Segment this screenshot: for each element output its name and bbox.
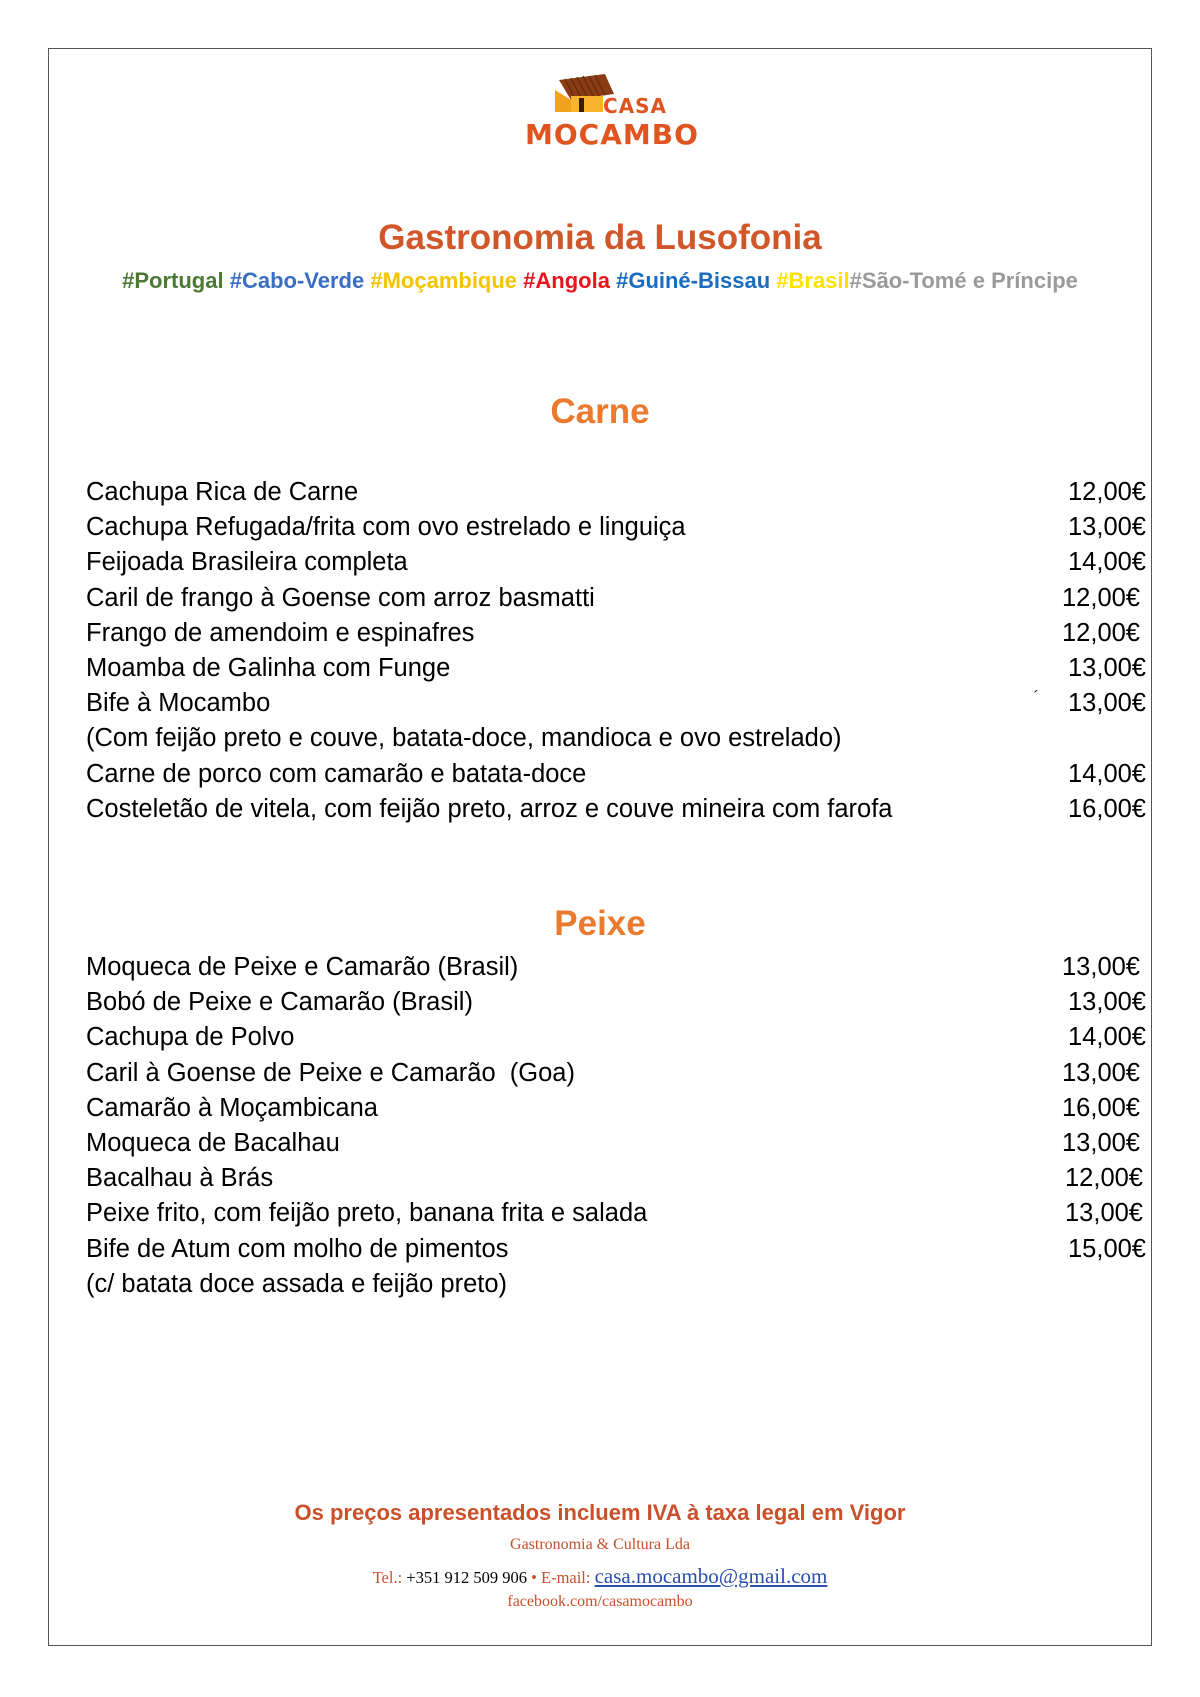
menu-item bbox=[86, 581, 1146, 616]
menu-item bbox=[86, 1161, 1146, 1196]
page-title: Gastronomia da Lusofonia bbox=[378, 218, 822, 257]
menu-item-note bbox=[86, 1267, 1146, 1302]
menu-item bbox=[86, 792, 1146, 827]
carne-menu bbox=[86, 475, 1146, 827]
email-label: • E-mail: bbox=[531, 1568, 591, 1587]
item-name: Moqueca de Peixe e Camarão (Brasil) bbox=[86, 953, 519, 981]
facebook-link[interactable]: facebook.com/casamocambo bbox=[507, 1593, 693, 1610]
item-name: Camarão à Moçambicana bbox=[86, 1093, 378, 1122]
item-price: 13,00€ bbox=[1065, 1199, 1143, 1228]
item-price: 16,00€ bbox=[1062, 1093, 1140, 1122]
item-name: Bacalhau à Brás bbox=[86, 1164, 274, 1193]
menu-item bbox=[86, 1196, 1146, 1231]
tag-angola: #Angola bbox=[523, 268, 610, 293]
item-price: 16,00€ bbox=[1068, 794, 1146, 823]
menu-item bbox=[86, 985, 1146, 1020]
logo-mocambo-text: MOCAMBO bbox=[525, 118, 699, 151]
item-price: 14,00€ bbox=[1068, 1023, 1146, 1052]
item-note: (Com feijão preto e couve, batata-doce, mandioca e ovo estrelado) bbox=[86, 724, 842, 753]
menu-item bbox=[86, 510, 1146, 545]
tag-brasil: #Brasil bbox=[776, 268, 850, 293]
tel-label: Tel.: bbox=[372, 1568, 403, 1587]
item-note: (c/ batata doce assada e feijão preto) bbox=[86, 1269, 508, 1298]
tag-guine-bissau: #Guiné-Bissau bbox=[616, 268, 771, 293]
country-tags bbox=[100, 264, 1100, 298]
tag-sao-tome: #São-Tomé e Príncipe bbox=[849, 268, 1078, 293]
item-name: Cachupa de Polvo bbox=[86, 1023, 295, 1052]
item-price: 13,00€ bbox=[1062, 1058, 1140, 1087]
tag-portugal: #Portugal bbox=[122, 268, 224, 293]
phone-number: +351 912 509 906 bbox=[406, 1568, 527, 1587]
item-price: 13,00€ bbox=[1068, 653, 1146, 682]
item-name: Bobó de Peixe e Camarão (Brasil) bbox=[86, 988, 473, 1017]
item-price: 13,00€ bbox=[1068, 513, 1146, 542]
menu-item bbox=[86, 1091, 1146, 1126]
menu-item bbox=[86, 1126, 1146, 1161]
menu-item bbox=[86, 686, 1146, 721]
item-name: Cachupa Rica de Carne bbox=[86, 478, 359, 506]
vat-notice: Os preços apresentados incluem IVA à taxa legal em Vigor bbox=[294, 1500, 906, 1525]
menu-item bbox=[86, 475, 1146, 510]
item-name: Moqueca de Bacalhau bbox=[86, 1128, 340, 1157]
item-name: Peixe frito, com feijão preto, banana frita e salada bbox=[86, 1199, 648, 1228]
menu-item-note bbox=[86, 721, 1146, 756]
item-price: 14,00€ bbox=[1068, 548, 1146, 577]
item-name: Costeletão de vitela, com feijão preto, arroz e couve mineira com farofa bbox=[86, 794, 893, 823]
item-price: 13,00€ bbox=[1062, 1128, 1140, 1157]
menu-item bbox=[86, 950, 1146, 985]
item-name: Caril de frango à Goense com arroz basmatti bbox=[86, 583, 595, 612]
item-price: 14,00€ bbox=[1068, 759, 1146, 788]
menu-item bbox=[86, 757, 1146, 792]
menu-item bbox=[86, 651, 1146, 686]
logo-casa-text: CASA bbox=[603, 94, 668, 118]
item-name: Frango de amendoim e espinafres bbox=[86, 618, 475, 647]
item-name: Cachupa Refugada/frita com ovo estrelado e linguiça bbox=[86, 513, 686, 542]
company-name: Gastronomia & Cultura Lda bbox=[510, 1536, 690, 1553]
menu-item bbox=[86, 1020, 1146, 1055]
item-name: Bife à Mocambo bbox=[86, 689, 271, 718]
item-price: 13,00€ bbox=[1068, 988, 1146, 1017]
item-name: Bife de Atum com molho de pimentos bbox=[86, 1234, 509, 1263]
stray-mark: ´ bbox=[1033, 689, 1039, 707]
item-price: 12,00€ bbox=[1062, 618, 1140, 647]
email-link[interactable]: casa.mocambo@gmail.com bbox=[594, 1564, 828, 1588]
item-name: Carne de porco com camarão e batata-doce bbox=[86, 759, 587, 788]
item-price: 12,00€ bbox=[1068, 478, 1146, 506]
item-price: 12,00€ bbox=[1065, 1164, 1143, 1193]
item-price: 13,00€ bbox=[1062, 953, 1140, 981]
menu-item bbox=[86, 616, 1146, 651]
item-name: Feijoada Brasileira completa bbox=[86, 548, 408, 577]
item-name: Moamba de Galinha com Funge bbox=[86, 653, 451, 682]
contact-line bbox=[0, 1564, 1200, 1589]
menu-item bbox=[86, 545, 1146, 580]
menu-item bbox=[86, 1056, 1146, 1091]
tag-mocambique: #Moçambique bbox=[370, 268, 518, 293]
section-title-carne: Carne bbox=[550, 392, 650, 431]
item-price: 13,00€ bbox=[1068, 689, 1146, 718]
item-name: Caril à Goense de Peixe e Camarão (Goa) bbox=[86, 1058, 575, 1087]
menu-item bbox=[86, 1232, 1146, 1267]
peixe-menu bbox=[86, 950, 1146, 1302]
item-price: 15,00€ bbox=[1068, 1234, 1146, 1263]
section-title-peixe: Peixe bbox=[554, 904, 646, 943]
item-price: 12,00€ bbox=[1062, 583, 1140, 612]
tag-cabo-verde: #Cabo-Verde bbox=[229, 268, 365, 293]
